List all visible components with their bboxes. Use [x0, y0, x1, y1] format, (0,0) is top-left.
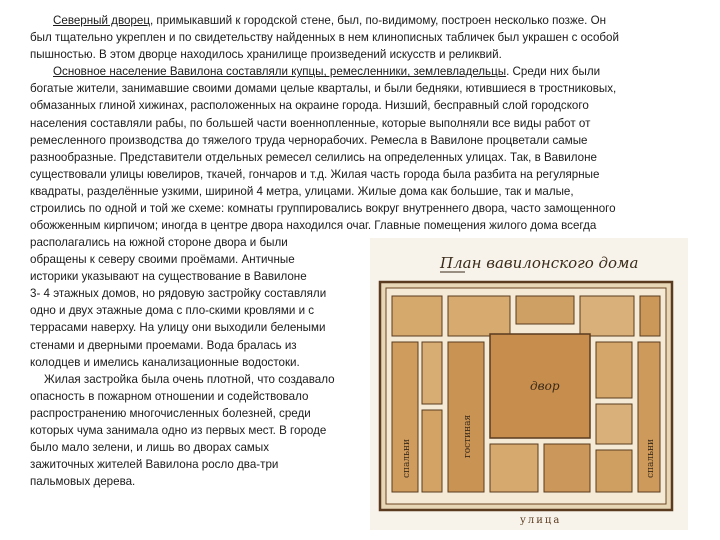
text-line: ремесленного производства до тяжелого труда чернорабочих. Ремесла в Вавилоне процветали самые: [30, 133, 588, 147]
room: [448, 296, 510, 336]
room: [422, 410, 442, 492]
room: [490, 444, 538, 492]
text-line: было мало зелени, и лишь во дворах самых: [30, 441, 270, 455]
room: [422, 342, 442, 404]
text-line: Северный дворец, примыкавший к городской стене, был, по-видимому, построен несколько позже. Он: [53, 14, 607, 27]
text-line: Основное население Вавилона составляли купцы, ремесленники, землевладельцы. Среди них были: [53, 65, 601, 79]
room: [516, 296, 574, 324]
plan-title: План вавилонского дома: [440, 254, 639, 272]
text-line: квадраты, разделённые узкими, шириной 4 метра, улицами. Жилые дома как большие, так и малые,: [30, 184, 574, 198]
text-line: колодцев и имелись канализационные водостоки.: [30, 355, 300, 369]
room: [580, 296, 634, 336]
article-text-top: [30, 12, 694, 234]
text-line: пышностью. В этом дворце находилось хранилище произведений искусств и реликвий.: [30, 48, 502, 62]
article-text-column: [30, 234, 370, 490]
text-line: располагались на южной стороне двора и были: [30, 236, 288, 249]
house-plan-figure: [370, 238, 688, 530]
room: [596, 404, 632, 444]
text-line: зажиточных жителей Вавилона росло два-три: [30, 458, 279, 472]
text-line: распространению многочисленных болезней, среди: [30, 406, 311, 420]
text-line: разнообразные. Представители отдельных ремесел селились на определенных улицах. Так, в Вавилоне: [30, 150, 597, 164]
living-room-label: гостиная: [463, 414, 473, 458]
text-line: обожженным кирпичом; иногда в центре двора находился очаг. Главные помещения жилого дома всегда: [30, 219, 597, 233]
text-line: строились по одной и той же схеме: комнаты группировались вокруг внутреннего двора, часто замощенного: [30, 202, 616, 216]
text-line: обращены к северу своими проёмами. Античные: [30, 253, 295, 267]
street-label: улица: [520, 515, 562, 526]
text-line: пальмовых дерева.: [30, 475, 136, 489]
courtyard-label: двор: [530, 379, 560, 393]
room: [392, 296, 442, 336]
text-line: опасность в пожарном отношении и содействовало: [30, 389, 309, 403]
house-plan-drawing: [370, 238, 688, 530]
text-line: террасами наверху. На улицу они выходили белеными: [30, 321, 326, 335]
text-line: обмазанных глиной хижинах, расположенных на окраине города. Низший, бесправный слой городского: [30, 99, 589, 113]
text-line: 3- 4 этажных домов, но рядовую застройку составляли: [30, 287, 327, 301]
room: [544, 444, 590, 492]
text-line: историки указывают на существование в Вавилоне: [30, 270, 307, 284]
room: [596, 450, 632, 492]
text-line: богатые жители, занимавшие своими домами целые кварталы, и были бедняки, ютившиеся в тростниковых,: [30, 82, 617, 96]
text-line: населения составляли рабы, по большей части военнопленные, которые выполняли все виды работ от: [30, 116, 591, 130]
text-line: Жилая застройка была очень плотной, что создавало: [44, 372, 335, 386]
bedroom-label-right: спальни: [646, 438, 656, 478]
text-line: существовали улицы ювелиров, ткачей, гончаров и т.д. Жилая часть города была разбита на регулярные: [30, 167, 600, 181]
text-line: стенами и дверными проемами. Вода бралась из: [30, 338, 297, 352]
population-term: Основное население Вавилона составляли купцы, ремесленники, землевладельцы: [53, 65, 507, 79]
room: [596, 342, 632, 398]
bedroom-label-left: спальни: [402, 438, 412, 478]
northern-palace-term: Северный дворец: [53, 14, 150, 27]
text-line: был тщательно укреплен и по свидетельству найденных в нем клинописных табличек был украшен с особой: [30, 31, 619, 45]
room: [640, 296, 660, 336]
text-line: одно и двух этажные дома с пло-скими кровлями и с: [30, 304, 315, 318]
text-line: которых чума занимала одно из первых мест. В городе: [30, 424, 327, 438]
